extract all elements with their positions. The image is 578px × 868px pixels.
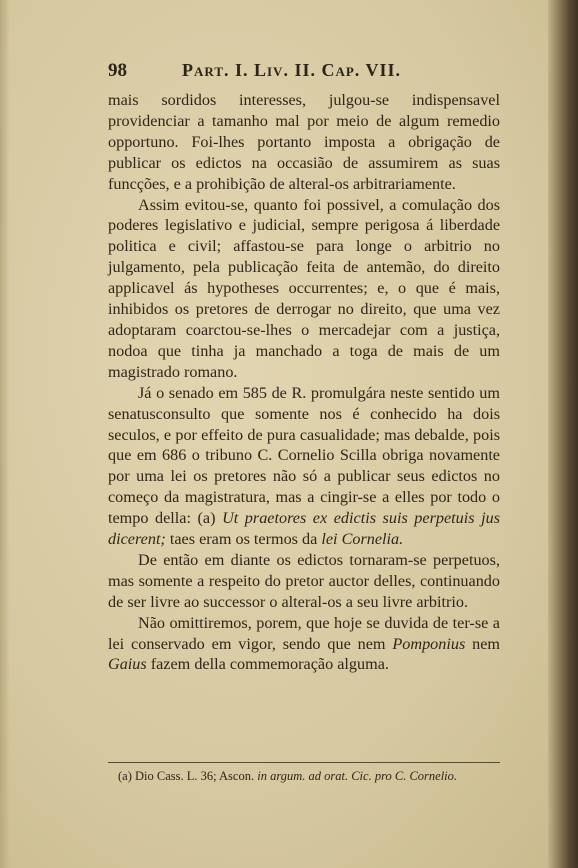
paragraph-text: Já o senado em 585 de R. promulgára neste sentido um senatusconsulto que somente nos é conhecido ha dois seculos, e por effeito de pura casualidade; mas debalde, pois que em 686 o tribuno C. Cornelio Scilla obriga novamente por uma lei os pretores não só a publicar seus edictos no começo da magistratura, mas a cingir-se a elles por todo o tempo della: (a) (108, 383, 500, 528)
paragraph-text: De então em diante os edictos tornaram-se perpetuos, mas somente a respeito do pretor auctor delles, continuando de ser livre ao successor o alteral-os a seu livre arbitrio. (108, 550, 500, 611)
law-name: lei Cornelia. (321, 530, 404, 549)
jurist-name: Pomponius (392, 634, 466, 653)
footnote-italic: in argum. ad orat. Cic. pro C. Cornelio. (257, 769, 458, 783)
paragraph-4 (108, 550, 500, 613)
paragraph-2 (108, 195, 500, 383)
paragraph-3 (108, 383, 500, 550)
paragraph-text: taes eram os termos da (165, 530, 322, 549)
footnote-text: Dio Cass. L. 36; Ascon. (131, 769, 258, 783)
paragraph-1 (108, 90, 500, 195)
paragraph-text: fazem della commemoração alguma. (146, 655, 389, 674)
footnote (118, 768, 500, 784)
footnote-marker: (a) (118, 769, 132, 783)
paragraph-text: mais sordidos interesses, julgou-se indispensavel providenciar a tamanho mal por meio de algum remedio opportuno. Foi-lhes portanto imposta a obrigação de publicar os edictos na occasião de assumirem as suas funcções, e a prohibição de alteral-os arbitrariamente. (108, 91, 500, 193)
page-header (108, 60, 500, 84)
page-number: 98 (108, 60, 127, 81)
paragraph-text: Não omittiremos, porem, que hoje se duvida de ter-se a lei conservado em vigor, sendo que nem (108, 613, 500, 653)
paragraph-text: Assim evitou-se, quanto foi possivel, a comulação dos poderes legislativo e judicial, sempre perigosa á liberdade politica e civil; affastou-se para longe o arbitrio no julgamento, pela publicação feita de antemão, do direito applicavel ás hypotheses occurrentes; e, o que é mais, inhibidos os pretores de derrogar no direito, que uma vez adoptaram coarctou-se-lhes o mercadejar com a justiça, nodoa que tinha ja manchado a toga de mais de um magistrado romano. (108, 195, 500, 381)
paragraph-text: nem (465, 634, 500, 653)
paragraph-5 (108, 613, 500, 676)
running-head: Part. I. Liv. II. Cap. VII. (182, 60, 401, 80)
book-spine-shadow (548, 0, 578, 868)
page-left-edge (0, 0, 10, 868)
footnote-rule (108, 762, 500, 763)
latin-quotation: Ut praetores ex edictis suis perpetuis jus dicerent; (108, 509, 500, 549)
body-text (108, 90, 500, 675)
jurist-name: Gaius (108, 655, 147, 674)
